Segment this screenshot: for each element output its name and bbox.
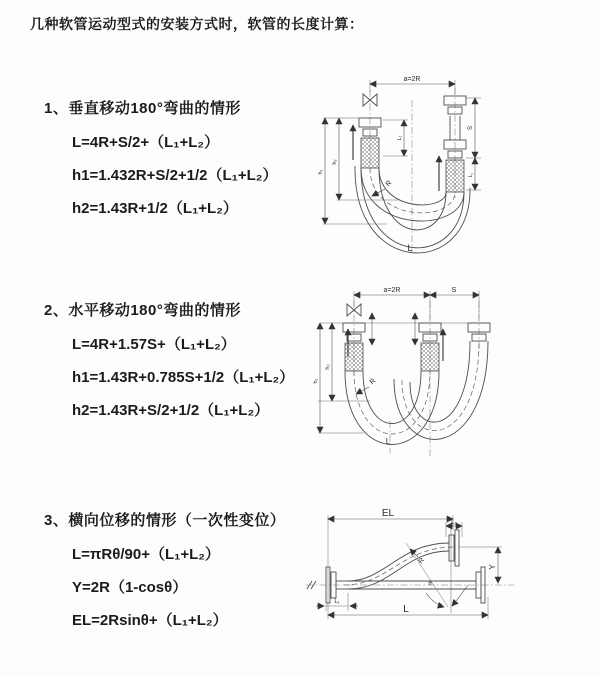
- dim-label-l: L: [385, 437, 391, 446]
- formula-line: h1=1.432R+S/2+1/2（L₁+L₂）: [72, 167, 278, 184]
- hose-curves: [344, 543, 454, 607]
- formula-line: h2=1.43R+S/2+1/2（L₁+L₂）: [72, 402, 270, 419]
- section-2: [44, 299, 294, 427]
- formula-line: L=πRθ/90+（L₁+L₂）: [72, 546, 220, 563]
- formula-line: h2=1.43R+1/2（L₁+L₂）: [72, 200, 238, 217]
- dim-label-h1: h₁: [318, 169, 324, 175]
- section-3: [44, 509, 285, 637]
- formula-line: EL=2Rsinθ+（L₁+L₂）: [72, 612, 228, 629]
- dim-label-theta: θ: [428, 581, 432, 587]
- dim-label-y: Y: [488, 564, 497, 570]
- dim-label-h1: h₁: [313, 378, 319, 384]
- formula-line: L=4R+S/2+（L₁+L₂）: [72, 134, 220, 151]
- formula-line: h1=1.43R+0.785S+1/2（L₁+L₂）: [72, 369, 295, 386]
- section-heading: 3、横向位移的情形（一次性变位）: [44, 512, 286, 529]
- section-heading: 2、水平移动180°弯曲的情形: [44, 302, 241, 319]
- dim-label-h2: h₂: [332, 159, 338, 165]
- dim-label-s: S: [451, 287, 457, 294]
- formula-line: Y=2R（1-cosθ）: [72, 579, 188, 596]
- pipe-flanges: [326, 530, 485, 603]
- dim-label-h2: h₂: [325, 364, 331, 370]
- hose-curves: [345, 341, 488, 445]
- pipe-fittings: [359, 96, 466, 192]
- dim-label-r: R: [417, 556, 427, 566]
- dim-label-s: S: [468, 125, 474, 131]
- diagram-lateral-displacement: [300, 505, 590, 655]
- dim-label-l2: L₂: [451, 520, 457, 526]
- dim-label-l: L: [403, 604, 409, 615]
- formula-line: L=4R+1.57S+（L₁+L₂）: [72, 336, 236, 353]
- dim-label-el: EL: [381, 508, 395, 519]
- section-1: [44, 97, 277, 225]
- centerlines: [370, 88, 455, 252]
- dim-label-r: R: [384, 179, 394, 189]
- diagram-horizontal-180-bend: [312, 283, 600, 470]
- section-heading: 1、垂直移动180°弯曲的情形: [44, 100, 241, 117]
- dim-label-a2r: a=2R: [403, 76, 421, 83]
- dim-label-l: L: [407, 243, 413, 253]
- dim-label-r: R: [368, 377, 378, 387]
- dim-label-l1b: L₁: [468, 172, 474, 178]
- dim-label-l1: L₁: [334, 599, 340, 605]
- page-title: 几种软管运动型式的安装方式时，软管的长度计算：: [30, 16, 364, 32]
- dim-label-a2r: a=2R: [383, 287, 401, 294]
- pipe-fittings: [320, 323, 490, 371]
- diagram-vertical-180-bend: [315, 72, 595, 260]
- dim-label-l1: L₁: [397, 135, 403, 141]
